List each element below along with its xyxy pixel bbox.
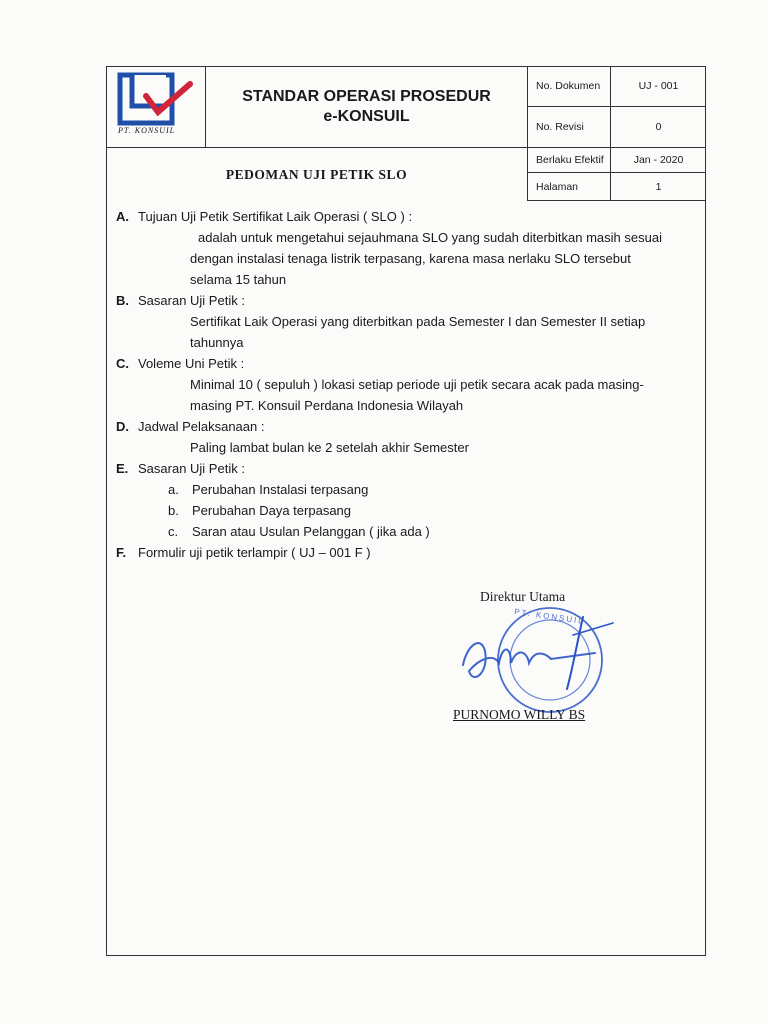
logo-caption: PT. KONSUIL (118, 126, 176, 135)
document-subtitle: PEDOMAN UJI PETIK SLO (106, 148, 528, 201)
meta-value-halaman: 1 (611, 173, 706, 201)
title-line-1: STANDAR OPERASI PROSEDUR (242, 87, 491, 105)
section-f-title: Formulir uji petik terlampir ( UJ – 001 F ) (138, 545, 371, 560)
section-a-title: Tujuan Uji Petik Sertifikat Laik Operasi ( SLO ) : (138, 209, 413, 224)
section-d-line: Paling lambat bulan ke 2 setelah akhir Semester (190, 440, 469, 455)
section-e-marker: E. (116, 461, 129, 476)
section-e-title: Sasaran Uji Petik : (138, 461, 245, 476)
section-a-line: adalah untuk mengetahui sejauhmana SLO yang sudah diterbitkan masih sesuai (198, 230, 662, 245)
section-a-marker: A. (116, 209, 129, 224)
section-e-item: Saran atau Usulan Pelanggan ( jika ada ) (192, 524, 430, 539)
section-c-line: Minimal 10 ( sepuluh ) lokasi setiap periode uji petik secara acak pada masing- (190, 377, 644, 392)
company-logo (106, 66, 206, 148)
meta-label-berlaku-efektif: Berlaku Efektif (528, 148, 611, 173)
logo-cell (106, 66, 206, 148)
signature-role: Direktur Utama (480, 589, 566, 604)
section-c-title: Voleme Uni Petik : (138, 356, 245, 371)
section-e-item: Perubahan Instalasi terpasang (192, 482, 369, 497)
meta-label-halaman: Halaman (528, 173, 611, 201)
stamp-text: PT. KONSUIL (513, 607, 586, 626)
meta-value-no-revisi: 0 (611, 107, 706, 148)
meta-value-berlaku-efektif: Jan - 2020 (611, 148, 706, 173)
document-title (206, 66, 528, 148)
section-b-marker: B. (116, 293, 129, 308)
section-c-line: masing PT. Konsuil Perdana Indonesia Wilayah (190, 398, 464, 413)
section-a-line: selama 15 tahun (190, 272, 287, 287)
section-e-item-marker: b. (168, 503, 179, 518)
section-e-item-marker: a. (168, 482, 179, 497)
meta-value-no-dokumen: UJ - 001 (611, 66, 706, 107)
section-b-line: Sertifikat Laik Operasi yang diterbitkan pada Semester I dan Semester II setiap (190, 314, 646, 329)
document-header (106, 66, 706, 201)
title-line-2: e-KONSUIL (323, 107, 410, 125)
section-d-title: Jadwal Pelaksanaan : (138, 419, 265, 434)
section-e-item: Perubahan Daya terpasang (192, 503, 352, 518)
meta-label-no-revisi: No. Revisi (528, 107, 611, 148)
section-c-marker: C. (116, 356, 129, 371)
section-b-line: tahunnya (190, 335, 244, 350)
section-e-item-marker: c. (168, 524, 179, 539)
section-f-marker: F. (116, 545, 127, 560)
signature-name: PURNOMO WILLY BS (453, 707, 586, 722)
section-a-line: dengan instalasi tenaga listrik terpasang, karena masa nerlaku SLO tersebut (190, 251, 631, 266)
section-d-marker: D. (116, 419, 129, 434)
section-b-title: Sasaran Uji Petik : (138, 293, 245, 308)
meta-label-no-dokumen: No. Dokumen (528, 66, 611, 107)
